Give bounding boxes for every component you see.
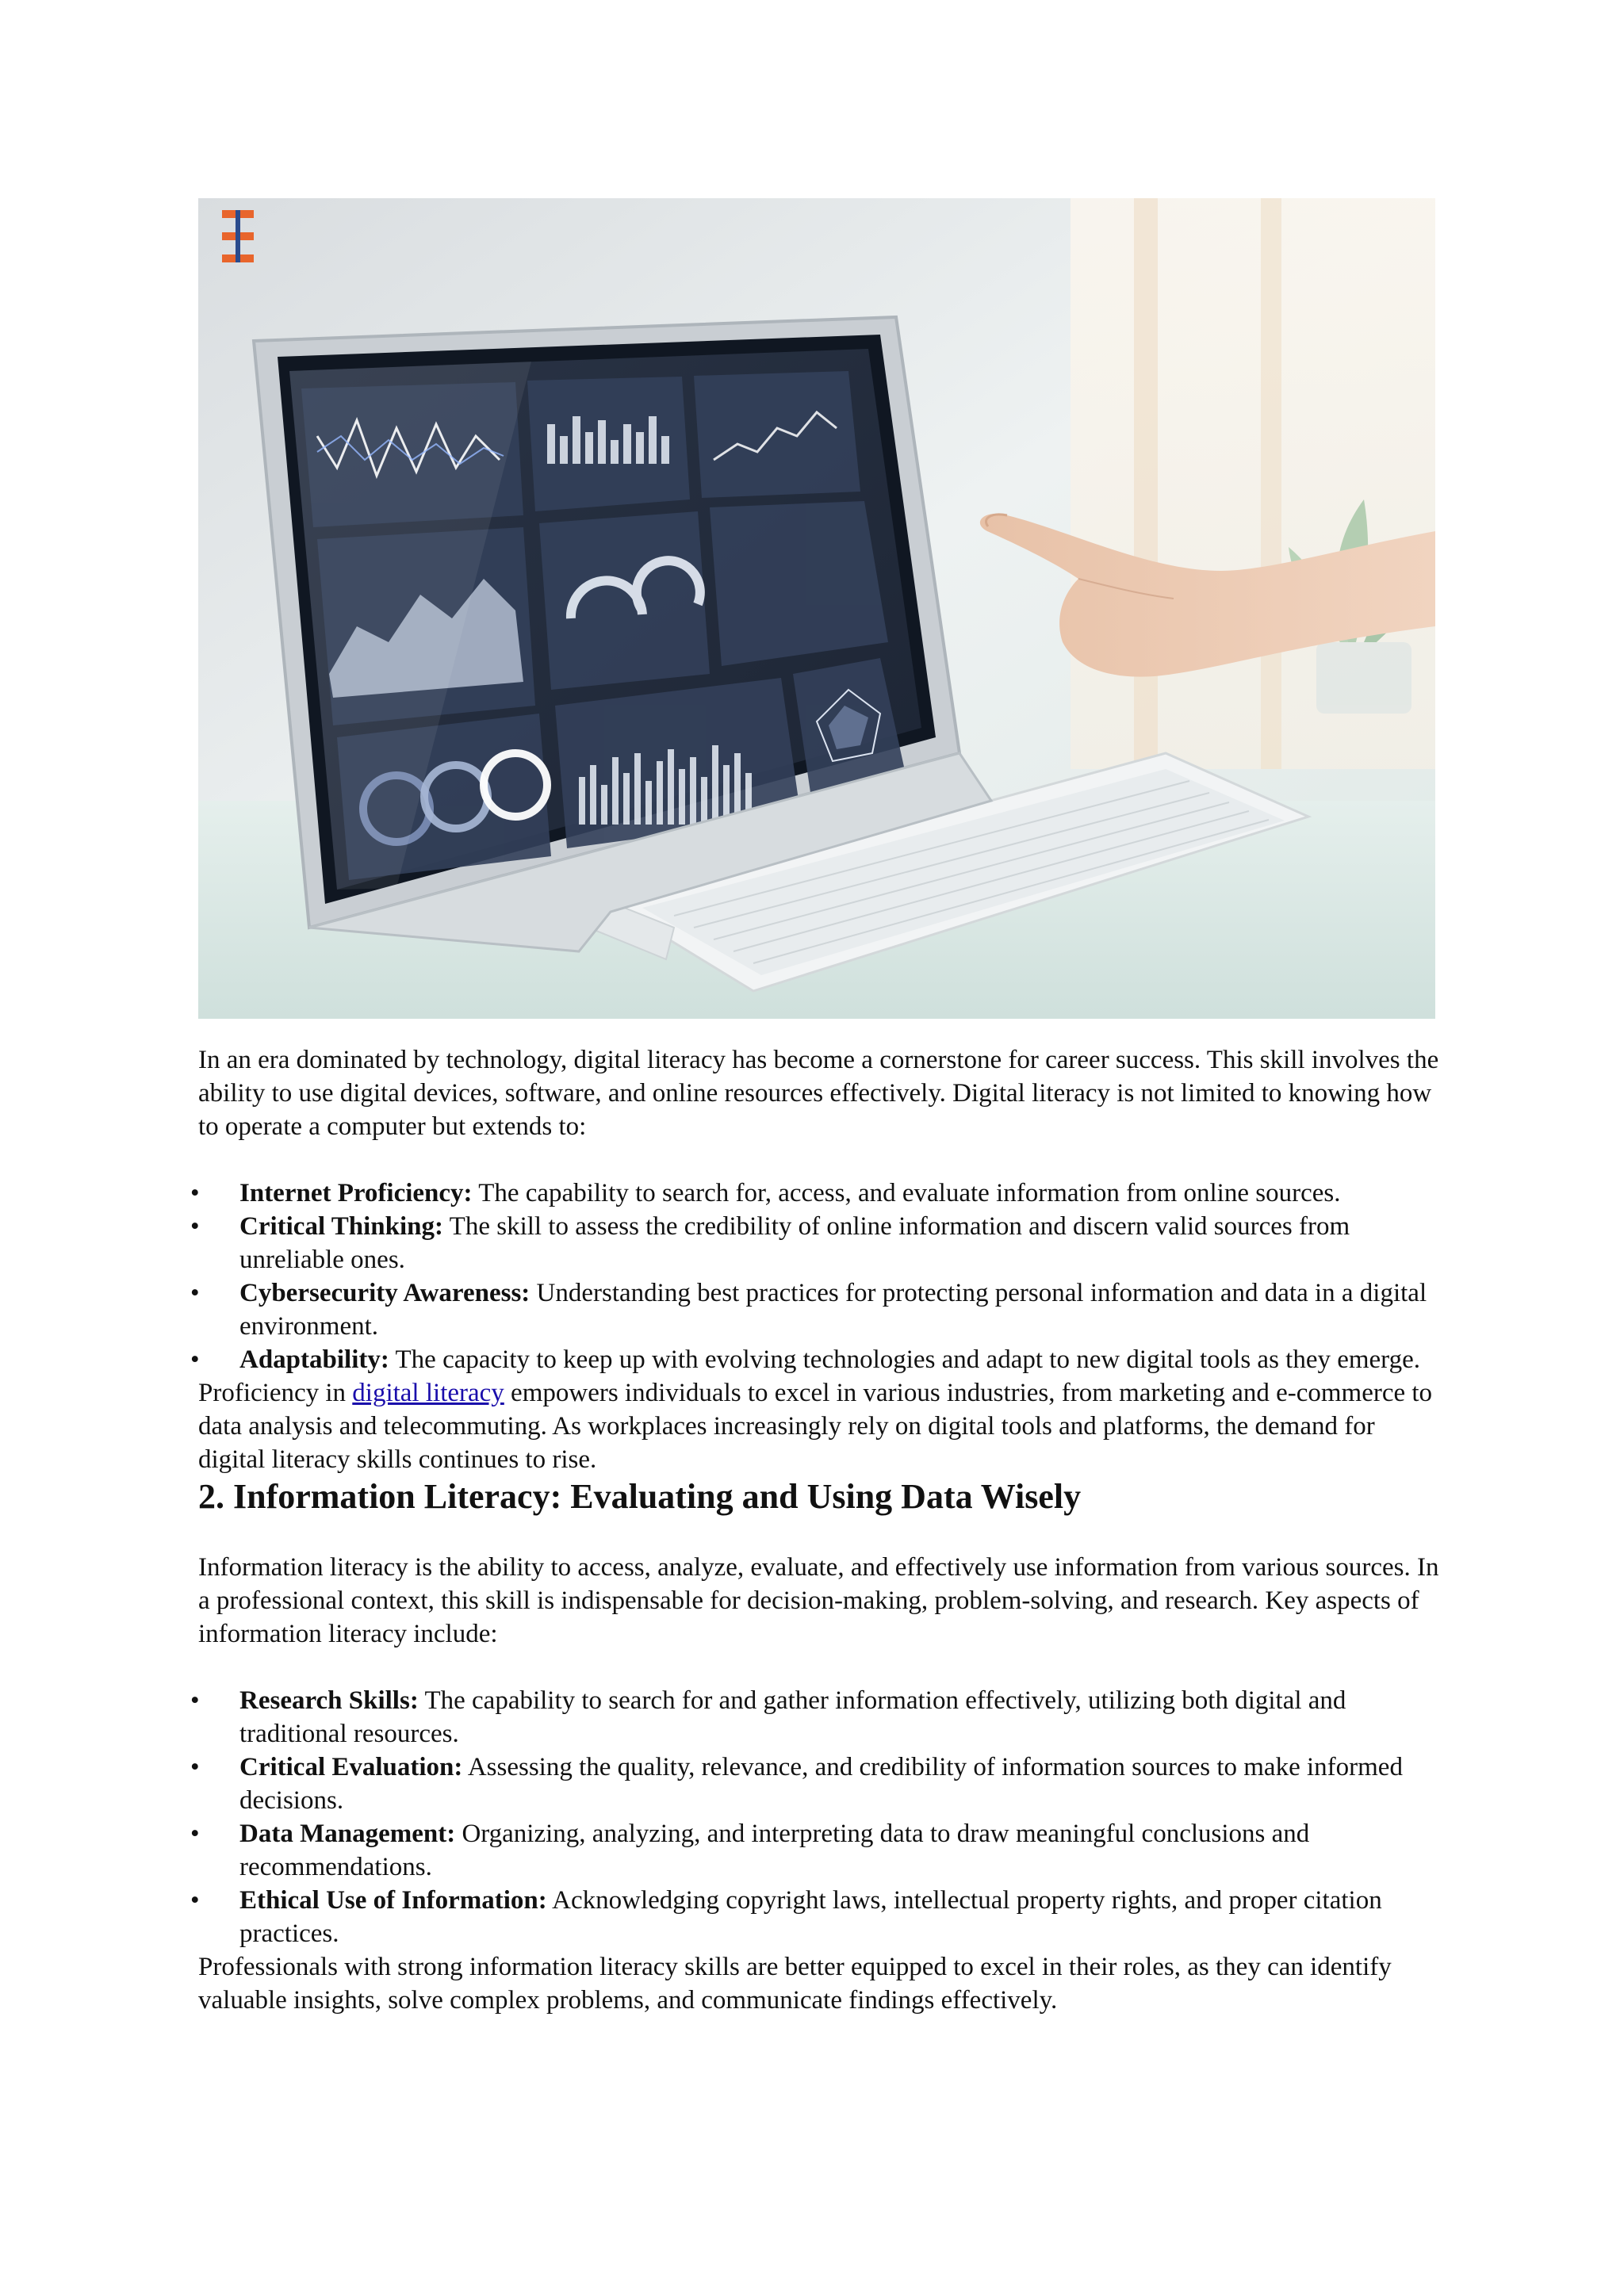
item-term: Research Skills: [239,1686,419,1715]
section-conclusion-paragraph: Professionals with strong information literacy skills are better equipped to excel in their roles, as they can identify valuable insights, solve complex problems, and communicate findings effectively. [198,1953,1392,2015]
item-description: Organizing, analyzing, and interpreting data to draw meaningful conclusions and recommendations. [239,1820,1310,1881]
information-literacy-list [198,1684,1443,1950]
spacer [198,1651,1443,1684]
item-term: Critical Evaluation: [239,1753,463,1781]
digital-literacy-link[interactable]: digital literacy [352,1379,504,1407]
laptop-dashboard-illustration [198,198,1435,1019]
item-description: The capability to search for, access, and evaluate information from online sources. [472,1179,1341,1207]
conclusion-text-before: Proficiency in [198,1379,353,1407]
list-item [198,1751,1443,1817]
list-item [198,1210,1443,1276]
item-term: Adaptability: [239,1345,389,1374]
item-description: The capability to search for and gather information effectively, utilizing both digital and traditional resources. [239,1686,1346,1748]
item-description: Understanding best practices for protecting personal information and data in a digital environment. [239,1279,1427,1341]
item-description: The capacity to keep up with evolving technologies and adapt to new digital tools as they emerge. [389,1345,1420,1374]
digital-conclusion-paragraph [198,1376,1443,1476]
item-description: The skill to assess the credibility of online information and discern valid sources from unreliable ones. [239,1212,1350,1274]
item-description: Assessing the quality, relevance, and credibility of information sources to make informed decisions. [239,1753,1403,1815]
list-item [198,1817,1443,1884]
spacer [198,1517,1443,1551]
item-term: Data Management: [239,1820,456,1848]
intro-paragraph: In an era dominated by technology, digital literacy has become a cornerstone for career success. This skill involves the ability to use digital devices, software, and online resources effectively. Digital literacy is not limited to knowing how to operate a computer but extends to: [198,1046,1439,1141]
list-item [198,1177,1443,1210]
list-item [198,1684,1443,1751]
item-term: Critical Thinking: [239,1212,444,1241]
section-paragraph: Information literacy is the ability to access, analyze, evaluate, and effectively use information from various sources. In a professional context, this skill is indispensable for decision-making, problem-solving, and research. Key aspects of information literacy include: [198,1553,1439,1648]
item-term: Ethical Use of Information: [239,1886,547,1915]
item-description: Acknowledging copyright laws, intellectual property rights, and proper citation practices. [239,1886,1382,1948]
section-heading: 2. Information Literacy: Evaluating and Using Data Wisely [198,1477,1082,1516]
digital-skills-list [198,1177,1443,1376]
item-term: Internet Proficiency: [239,1179,473,1207]
item-term: Cybersecurity Awareness: [239,1279,530,1307]
list-item [198,1884,1443,1950]
article-body [198,1043,1443,2017]
hero-photo [198,198,1435,1019]
list-item [198,1276,1443,1343]
brand-logo-icon [222,210,254,262]
list-item [198,1343,1443,1376]
spacer [198,1143,1443,1177]
conclusion-text-after: empowers individuals to excel in various industries, from marketing and e-commerce to data analysis and telecommuting. As workplaces increasingly rely on digital tools and platforms, the demand for digital literacy skills continues to rise. [198,1379,1433,1474]
